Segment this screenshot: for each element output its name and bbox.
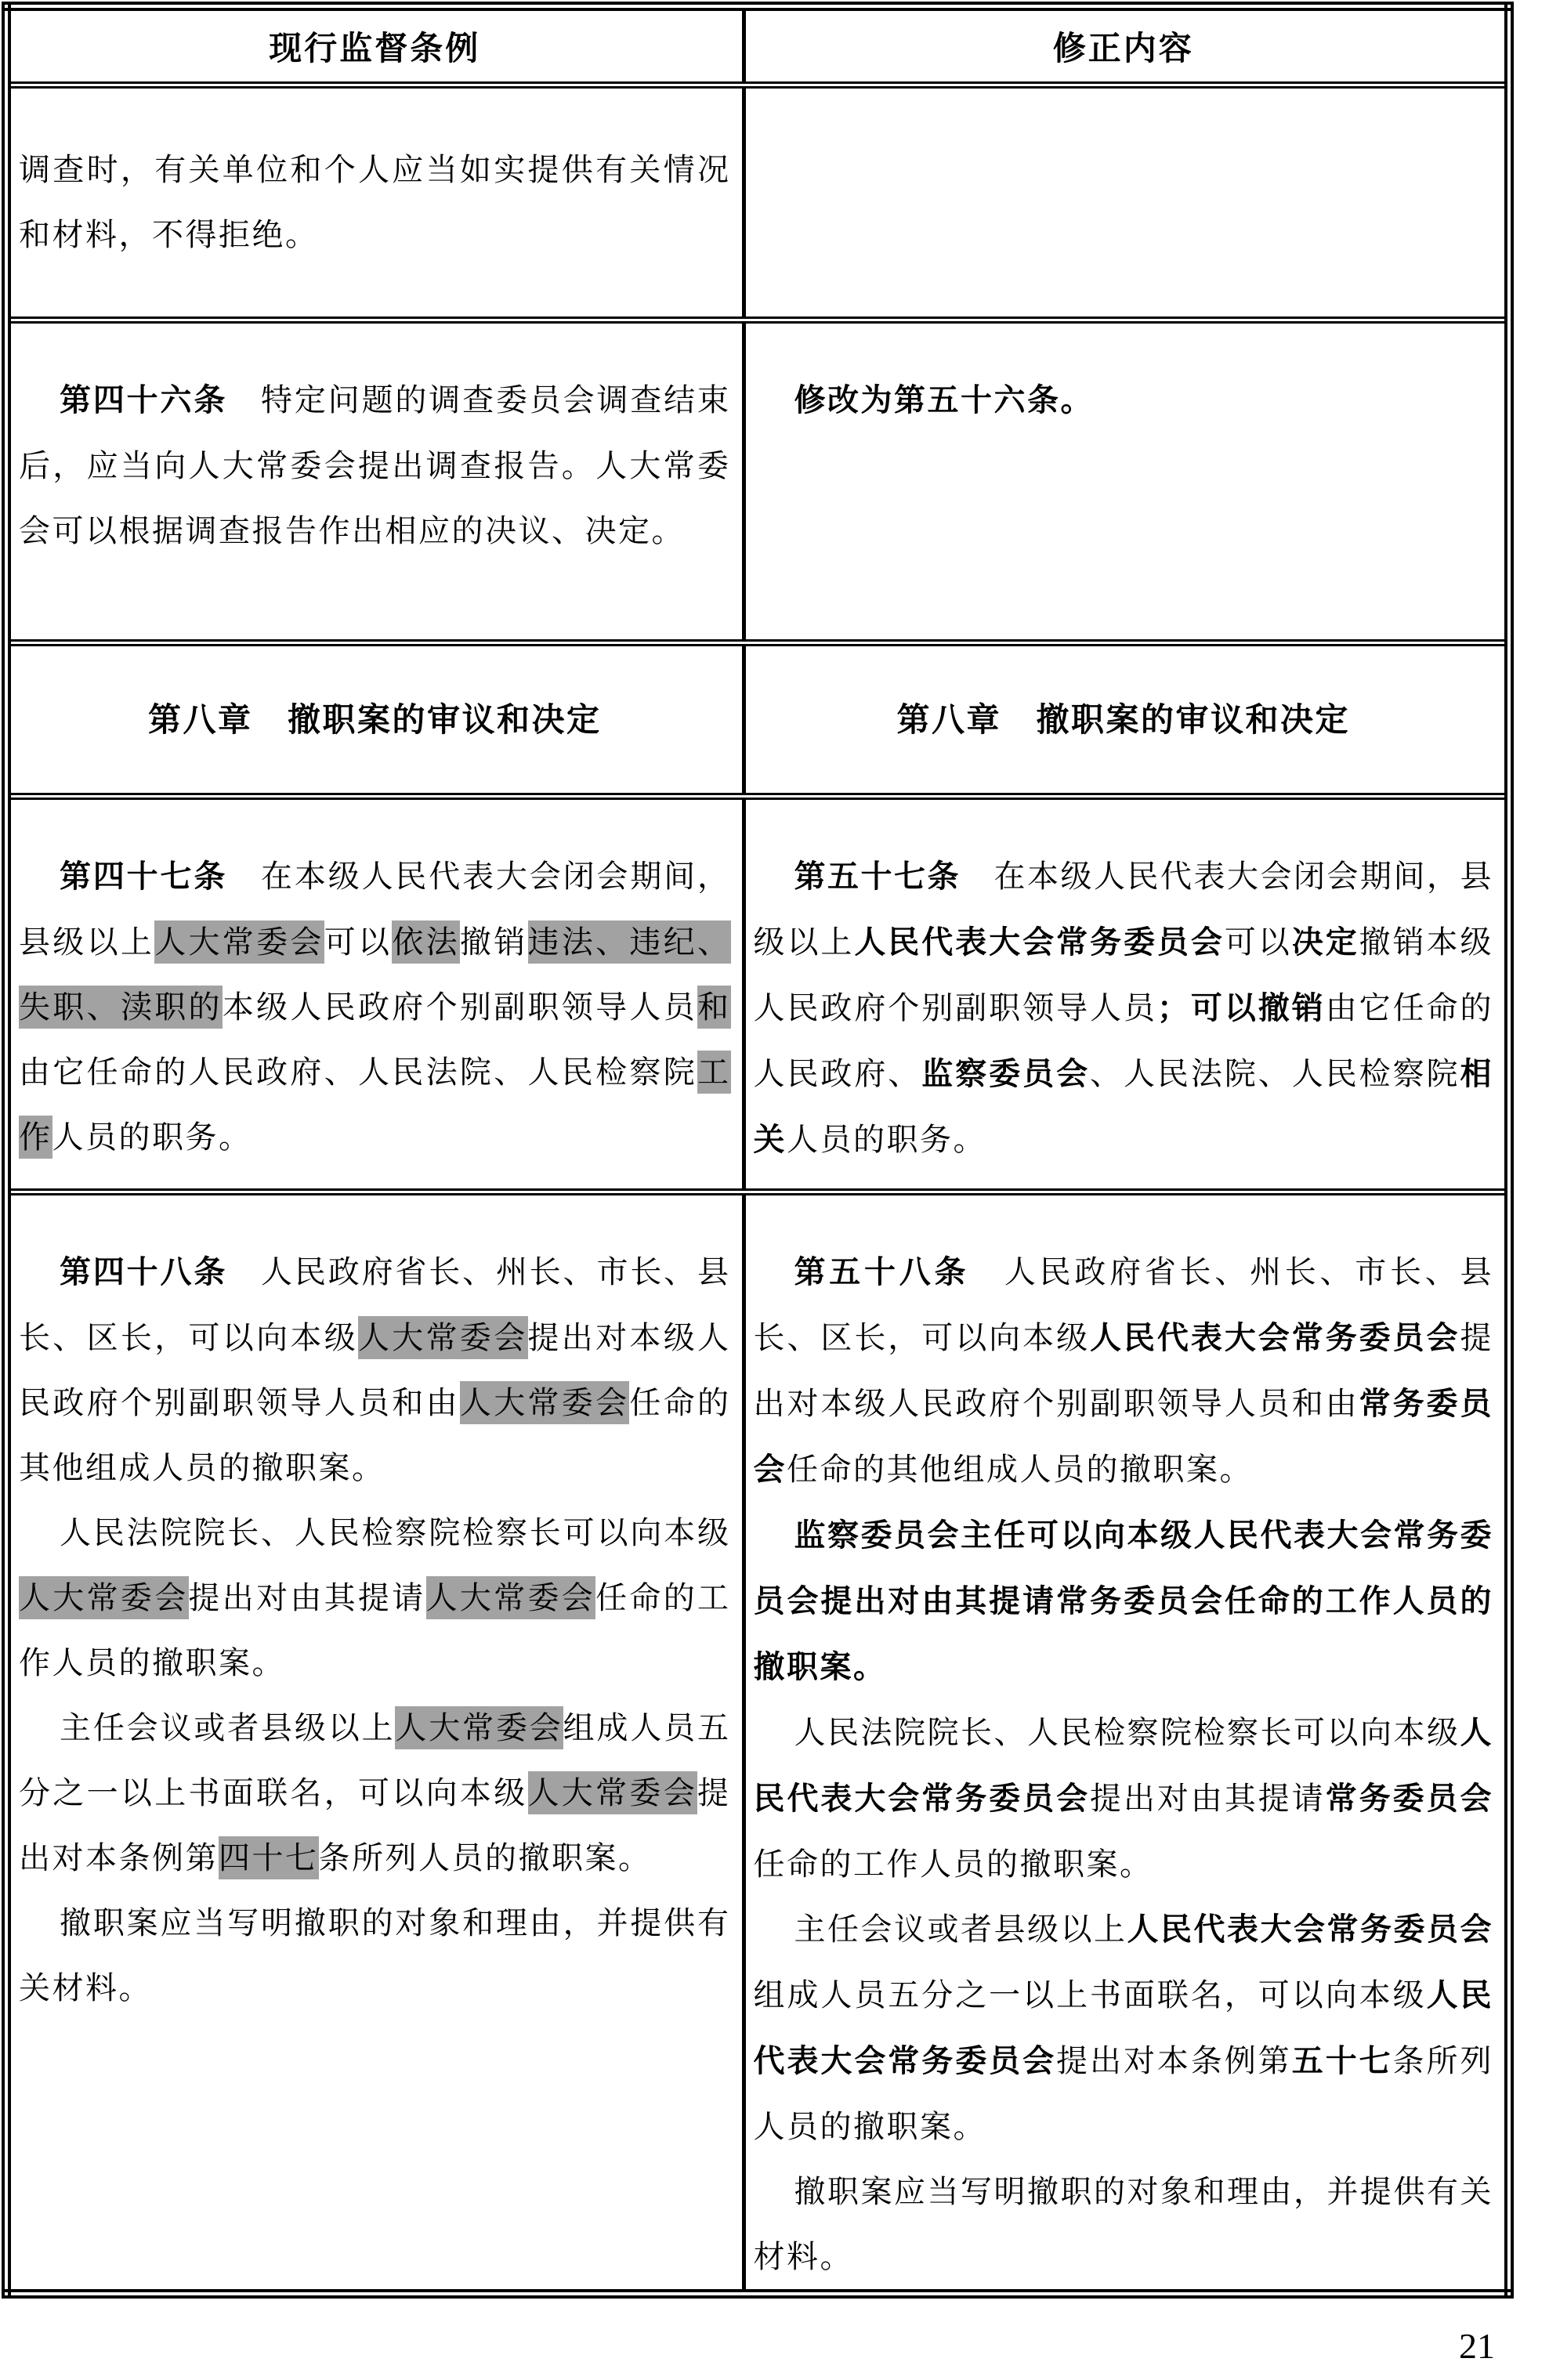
text-run: 本级人民政府个别副职领导人员 xyxy=(222,989,698,1025)
text-run: 任命的工作人员的撤职案。 xyxy=(19,1579,731,1680)
inserted-text-run: 第八章 撤职案的审议和决定 xyxy=(896,700,1350,738)
row-article-46 xyxy=(6,320,1509,642)
paragraph xyxy=(754,1239,1494,1503)
deleted-highlight-run: 人大常委会 xyxy=(460,1381,630,1424)
inserted-text-run: 人民代表大会常务委员会 xyxy=(854,924,1225,960)
paragraph xyxy=(19,137,731,267)
text-run: 调查时，有关单位和个人应当如实提供有关情况和材料，不得拒绝。 xyxy=(19,151,731,252)
deleted-highlight-run: 人大常委会 xyxy=(426,1576,596,1619)
text-run: 条所列人员的撤职案。 xyxy=(753,2042,1494,2144)
paragraph xyxy=(19,1695,731,1890)
inserted-text-run: 常务委员会 xyxy=(1325,1781,1494,1816)
text-run: 撤职案应当写明撤职的对象和理由，并提供有关材料。 xyxy=(753,2173,1493,2274)
inserted-text-run: 监察委员会主任可以向本级人民代表大会常务委员会提出对由其提请常务委员会任命的工作人员的撤职案。 xyxy=(753,1517,1493,1684)
text-run: 主任会议或者县级以上 xyxy=(60,1709,396,1745)
inserted-text-run: 相关 xyxy=(753,1056,1494,1157)
row-chapter-8-right-cell xyxy=(744,642,1509,796)
table-header-row xyxy=(6,6,1509,85)
paragraph xyxy=(754,687,1494,752)
text-run: 人民法院院长、人民检察院检察长可以向本级 xyxy=(60,1514,731,1550)
text-run: 提出对由其提请 xyxy=(188,1579,426,1615)
table-body xyxy=(6,85,1509,2294)
inserted-text-run: 常务委员会 xyxy=(753,1386,1494,1487)
row-continuation xyxy=(6,85,1509,320)
inserted-text-run: ；可以撤销 xyxy=(1156,990,1326,1025)
text-run: 由它任命的人民政府、人民法院、人民检察院 xyxy=(19,1054,697,1090)
text-run: 、人民法院、人民检察院 xyxy=(1090,1055,1460,1091)
row-article-48-left-cell xyxy=(6,1192,744,2294)
text-run: 任命的其他组成人员的撤职案。 xyxy=(19,1384,731,1485)
row-chapter-8-left-cell xyxy=(6,642,744,796)
paragraph xyxy=(754,2159,1494,2289)
paragraph xyxy=(19,1239,731,1500)
row-article-48-right-cell xyxy=(744,1192,1509,2294)
inserted-text-run: 修改为第五十六条。 xyxy=(794,382,1094,418)
row-article-48 xyxy=(6,1192,1509,2294)
paragraph xyxy=(754,367,1494,433)
inserted-text-run: 第五十七条 xyxy=(794,859,961,894)
text-run: 撤职案应当写明撤职的对象和理由，并提供有关材料。 xyxy=(19,1904,731,2006)
deleted-highlight-run: 人大常委会 xyxy=(19,1576,189,1619)
text-run: 人员的职务。 xyxy=(787,1121,986,1157)
paragraph xyxy=(754,1700,1494,1897)
deleted-highlight-run: 依法 xyxy=(392,921,460,964)
inserted-text-run: 人民代表大会常务委员会 xyxy=(753,1715,1493,1816)
text-run: 提出对本条例第 xyxy=(19,1774,731,1875)
deleted-highlight-run: 违法、违纪、失职、渎职的 xyxy=(19,921,731,1029)
page-number: 21 xyxy=(1459,2326,1495,2366)
inserted-text-run: 人民代表大会常务委员会 xyxy=(753,1977,1494,2078)
text-run: 人民政府省长、州长、市长、县长、区长，可以向本级 xyxy=(753,1253,1494,1355)
paragraph xyxy=(754,1503,1494,1700)
inserted-text-run: 人民代表大会常务委员会 xyxy=(1090,1320,1460,1355)
inserted-text-run: 监察委员会 xyxy=(921,1056,1091,1091)
text-run: 提出对由其提请 xyxy=(1090,1780,1326,1816)
text-run: 提出对本级人民政府个别副职领导人员和由 xyxy=(753,1319,1494,1421)
deleted-highlight-run: 人大常委会 xyxy=(358,1316,528,1359)
text-run: 提出对本级人民政府个别副职领导人员和由 xyxy=(19,1319,731,1420)
text-run: 撤销本级人民政府个别副职领导人员 xyxy=(753,924,1494,1025)
paragraph xyxy=(19,687,731,752)
text-run: 任命的工作人员的撤职案。 xyxy=(753,1846,1153,1882)
row-article-46-left-cell xyxy=(6,320,744,642)
inserted-text-run: 第四十六条 xyxy=(60,382,228,418)
text-run: 可以 xyxy=(324,924,393,960)
text-run: 提出对本条例第 xyxy=(1056,2042,1292,2078)
row-article-46-right-cell xyxy=(744,320,1509,642)
paragraph xyxy=(19,367,731,563)
paragraph xyxy=(19,844,731,1170)
text-run: 特定问题的调查委员会调查结束后，应当向人大常委会提出调查报告。人大常委会可以根据调查报告作出相应的决议、决定。 xyxy=(19,382,731,548)
paragraph xyxy=(754,844,1494,1173)
text-run: 组成人员五分之一以上书面联名，可以向本级 xyxy=(19,1709,731,1810)
row-article-47-right-cell xyxy=(744,796,1509,1192)
paragraph xyxy=(19,1890,731,2020)
text-run: 人员的职务。 xyxy=(52,1119,252,1155)
row-article-47 xyxy=(6,796,1509,1192)
text-run: 撤销 xyxy=(459,924,528,960)
header-current-regulation: 现行监督条例 xyxy=(6,6,744,85)
deleted-highlight-run: 人大常委会 xyxy=(395,1706,563,1749)
row-continuation-left-cell xyxy=(6,85,744,320)
text-run: 在本级人民代表大会闭会期间，县级以上 xyxy=(19,858,731,960)
deleted-highlight-run: 和 xyxy=(697,986,731,1029)
comparison-table xyxy=(2,2,1514,2299)
text-run: 条所列人员的撤职案。 xyxy=(318,1839,652,1875)
inserted-text-run: 第四十八条 xyxy=(60,1254,228,1289)
inserted-text-run: 五十七 xyxy=(1291,2043,1393,2078)
deleted-highlight-run: 工作 xyxy=(19,1051,731,1159)
deleted-highlight-run: 四十七 xyxy=(219,1836,319,1879)
paragraph xyxy=(19,1500,731,1695)
text-run: 人民政府省长、州长、市长、县长、区长，可以向本级 xyxy=(19,1253,731,1355)
row-continuation-right-cell xyxy=(744,85,1509,320)
text-run: 人民法院院长、人民检察院检察长可以向本级 xyxy=(794,1714,1460,1750)
text-run: 任命的其他组成人员的撤职案。 xyxy=(787,1451,1253,1487)
paragraph xyxy=(754,1897,1494,2159)
inserted-text-run: 第五十八条 xyxy=(794,1254,970,1289)
text-run: 主任会议或者县级以上 xyxy=(794,1911,1127,1947)
row-article-47-left-cell xyxy=(6,796,744,1192)
text-run: 组成人员五分之一以上书面联名，可以向本级 xyxy=(753,1977,1427,2013)
deleted-highlight-run: 人大常委会 xyxy=(528,1771,698,1814)
text-run: 可以 xyxy=(1224,924,1292,960)
text-run: 在本级人民代表大会闭会期间，县级以上 xyxy=(753,858,1493,960)
header-amendment-content: 修正内容 xyxy=(744,6,1509,85)
inserted-text-run: 第八章 撤职案的审议和决定 xyxy=(147,700,602,738)
inserted-text-run: 决定 xyxy=(1291,924,1359,960)
row-chapter-8 xyxy=(6,642,1509,796)
text-run: 由它任命的人民政府、 xyxy=(753,989,1494,1091)
inserted-text-run: 第四十七条 xyxy=(60,859,228,894)
inserted-text-run: 人民代表大会常务委员会 xyxy=(1127,1912,1493,1947)
deleted-highlight-run: 人大常委会 xyxy=(154,921,324,964)
